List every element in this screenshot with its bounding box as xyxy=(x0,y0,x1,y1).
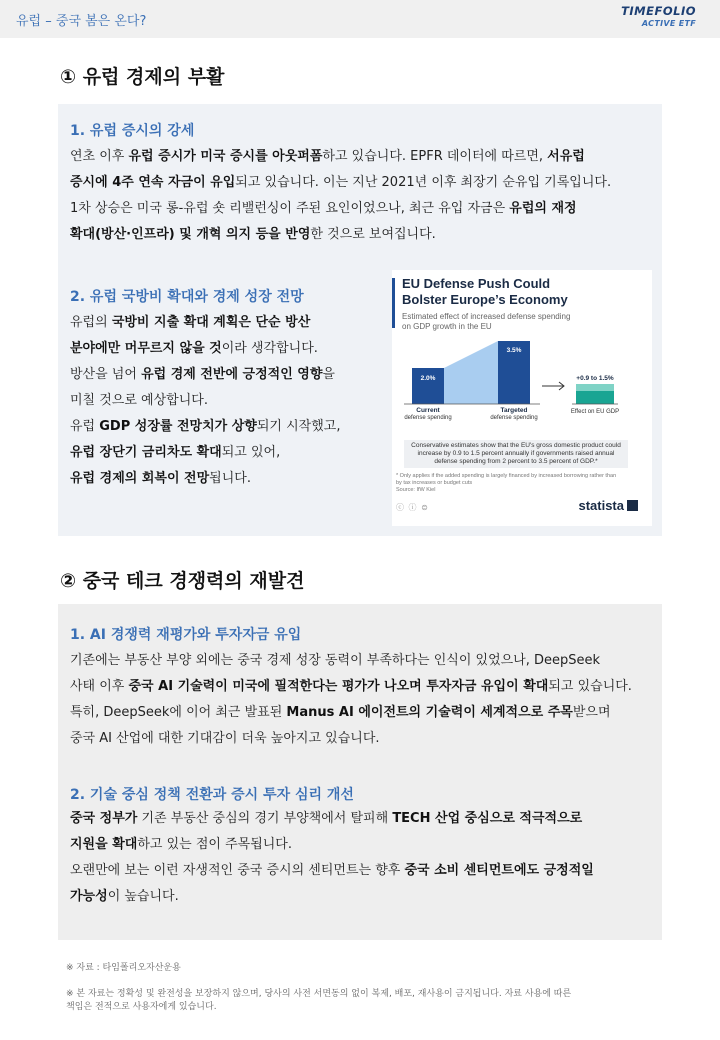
plain-text: 이라 생각합니다. xyxy=(221,341,318,356)
emphasis-text: GDP 성장률 전망치가 상향 xyxy=(99,419,257,434)
section1-sub1-title: 1. 유럽 증시의 강세 xyxy=(70,123,195,139)
paragraph-line xyxy=(70,170,611,196)
paragraph-line xyxy=(70,440,340,466)
paragraph-line xyxy=(70,674,632,700)
emphasis-text: Manus AI 에이전트의 기술력이 세계적으로 주목 xyxy=(286,705,573,720)
emphasis-text: 유럽 경제 전반에 긍정적인 영향 xyxy=(141,367,323,382)
category-label-targeted: Targeted xyxy=(500,407,528,414)
plain-text: 되기 시작했고, xyxy=(256,419,341,434)
emphasis-text: 유럽의 재정 xyxy=(509,201,577,216)
statista-mark-icon xyxy=(627,500,638,511)
emphasis-text: 중국 소비 센티먼트에도 긍정적일 xyxy=(404,863,594,878)
footer-disclaimer xyxy=(66,988,571,1014)
plain-text: 1차 상승은 미국 롱-유럽 숏 리밸런싱이 주된 요인이었으나, 최근 유입 자금은 xyxy=(70,201,510,216)
plain-text: 되고 있어, xyxy=(221,445,281,460)
emphasis-text: 유럽 경제의 회복이 전망 xyxy=(70,471,210,486)
section1-sub2-title: 2. 유럽 국방비 확대와 경제 성장 전망 xyxy=(70,289,304,305)
plain-text: 연초 이후 xyxy=(70,149,129,164)
paragraph-line xyxy=(70,196,611,222)
emphasis-text: 서유럽 xyxy=(547,149,585,164)
figure-footnote xyxy=(396,473,616,494)
defense-chart-svg xyxy=(392,270,652,440)
plain-text: 특히, DeepSeek에 이어 최근 발표된 xyxy=(70,705,287,720)
emphasis-text: 분야에만 머무르지 않을 것 xyxy=(70,341,222,356)
section1-panel xyxy=(58,104,662,536)
emphasis-text: 유럽 증시가 미국 증시를 아웃퍼폼 xyxy=(128,149,323,164)
paragraph-line xyxy=(70,336,340,362)
top-bar xyxy=(0,0,720,38)
figure-title-line2: Bolster Europe’s Economy xyxy=(402,292,568,307)
paragraph-line xyxy=(70,858,594,884)
brand-logo xyxy=(621,6,696,28)
effect-range-top xyxy=(576,384,614,391)
figure-source: Source: IfW Kiel xyxy=(396,487,436,493)
figure-subtitle-line2: on GDP growth in the EU xyxy=(402,322,492,331)
paragraph-line xyxy=(70,806,594,832)
paragraph-line xyxy=(70,884,594,910)
bar-label-targeted: 3.5% xyxy=(506,347,522,354)
section2-panel xyxy=(58,604,662,940)
section1-heading: ① 유럽 경제의 부활 xyxy=(60,66,225,88)
paragraph-line xyxy=(70,648,632,674)
paragraph-line xyxy=(70,832,594,858)
disclaimer-line1: ※ 본 자료는 정확성 및 완전성을 보장하지 않으며, 당사의 사전 서면동의 없이 복제, 배포, 재사용이 금지됩니다. 자료 사용에 따른 xyxy=(66,989,572,999)
note-line: Conservative estimates show that the EU's gross domestic product could xyxy=(411,442,621,449)
plain-text: 방산을 넘어 xyxy=(70,367,142,382)
plain-text: 중국 AI 산업에 대한 기대감이 더욱 높아지고 있습니다. xyxy=(70,731,380,746)
category-label-current-2: defense spending xyxy=(404,415,452,421)
plain-text: 기존에는 부동산 부양 외에는 중국 경제 성장 동력이 부족하다는 인식이 있었으나, DeepSeek xyxy=(70,653,601,668)
bar-label-current: 2.0% xyxy=(420,375,436,382)
plain-text: 한 것으로 보여집니다. xyxy=(310,227,436,242)
plain-text: 받으며 xyxy=(572,705,611,720)
plain-text: 미칠 것으로 예상합니다. xyxy=(70,393,208,408)
plain-text: 됩니다. xyxy=(209,471,251,486)
section2-sub1-title: 1. AI 경쟁력 재평가와 투자자금 유입 xyxy=(70,627,302,643)
plain-text: 을 xyxy=(322,367,335,382)
page-header-title: 유럽 – 중국 봄은 온다? xyxy=(16,14,147,29)
figure-subtitle-line1: Estimated effect of increased defense spending xyxy=(402,312,571,321)
paragraph-line xyxy=(70,466,340,492)
note-line: increase by 0.9 to 1.5 percent annually if governments raised annual xyxy=(417,450,615,457)
section2-sub2-title: 2. 기술 중심 정책 전환과 증시 투자 심리 개선 xyxy=(70,787,354,803)
footer-source: ※ 자료 : 타임폴리오자산운용 xyxy=(66,963,181,973)
paragraph-line xyxy=(70,310,340,336)
effect-caption: Effect on EU GDP xyxy=(570,409,620,415)
section1-sub1-paragraph xyxy=(70,144,611,248)
plain-text: 되고 있습니다. 이는 지난 2021년 이후 최장기 순유입 기록입니다. xyxy=(235,175,612,190)
paragraph-line xyxy=(70,388,340,414)
plain-text: 사태 이후 xyxy=(70,679,129,694)
plain-text: 이 높습니다. xyxy=(107,889,179,904)
emphasis-text: 중국 AI 기술력이 미국에 필적한다는 평가가 나오며 투자자금 유입이 확대 xyxy=(128,679,549,694)
figure-foot-line2: by tax increases or budget cuts xyxy=(396,480,473,486)
emphasis-text: 중국 정부가 xyxy=(70,811,138,826)
note-line: defense spending from 2 percent to 3.5 percent of GDP.* xyxy=(434,458,598,465)
paragraph-line xyxy=(70,726,632,752)
statista-logo xyxy=(578,498,638,513)
paragraph-line xyxy=(70,362,340,388)
effect-label: +0.9 to 1.5% xyxy=(576,375,614,382)
plain-text: 하고 있는 점이 주목됩니다. xyxy=(137,837,292,852)
bar-current xyxy=(412,368,444,404)
paragraph-line xyxy=(70,414,340,440)
emphasis-text: 가능성 xyxy=(70,889,108,904)
figure-foot-line1: * Only applies if the added spending is largely financed by increased borrowing rather than xyxy=(396,473,617,479)
emphasis-text: 지원을 확대 xyxy=(70,837,138,852)
figure-note-box xyxy=(404,440,628,468)
plain-text: 되고 있습니다. xyxy=(548,679,632,694)
category-label-targeted-2: defense spending xyxy=(490,415,538,421)
plain-text: 유럽의 xyxy=(70,315,112,330)
plain-text: 기존 부동산 중심의 경기 부양책에서 탈피해 xyxy=(137,811,393,826)
plain-text: 유럽 xyxy=(70,419,100,434)
paragraph-line xyxy=(70,144,611,170)
figure-title-line1: EU Defense Push Could xyxy=(402,276,551,291)
defense-chart-figure xyxy=(392,270,652,526)
emphasis-text: 국방비 지출 확대 계획은 단순 방산 xyxy=(111,315,311,330)
plain-text: 하고 있습니다. EPFR 데이터에 따르면, xyxy=(322,149,548,164)
section2-sub1-paragraph xyxy=(70,648,632,752)
paragraph-line xyxy=(70,222,611,248)
effect-range-bottom xyxy=(576,391,614,404)
cc-license-icon: ⓒ ⓘ ⊜ xyxy=(396,503,429,512)
statista-brand-text: statista xyxy=(578,498,624,513)
section2-sub2-paragraph xyxy=(70,806,594,910)
disclaimer-line2: 책임은 전적으로 사용자에게 있습니다. xyxy=(66,1002,217,1012)
logo-line2: ACTIVE ETF xyxy=(641,18,696,28)
logo-line1: TIMEFOLIO xyxy=(621,4,696,18)
paragraph-line xyxy=(70,700,632,726)
emphasis-text: 증시에 4주 연속 자금이 유입 xyxy=(70,175,236,190)
emphasis-text: 유럽 장단기 금리차도 확대 xyxy=(70,445,222,460)
increase-area xyxy=(444,341,498,404)
plain-text: 오랜만에 보는 이런 자생적인 중국 증시의 센티먼트는 향후 xyxy=(70,863,405,878)
section2-heading: ② 중국 테크 경쟁력의 재발견 xyxy=(60,570,305,592)
emphasis-text: 확대(방산·인프라) 및 개혁 의지 등을 반영 xyxy=(70,227,311,242)
section1-sub2-paragraph xyxy=(70,310,340,492)
category-label-current: Current xyxy=(416,407,440,414)
emphasis-text: TECH 산업 중심으로 적극적으로 xyxy=(392,811,583,826)
